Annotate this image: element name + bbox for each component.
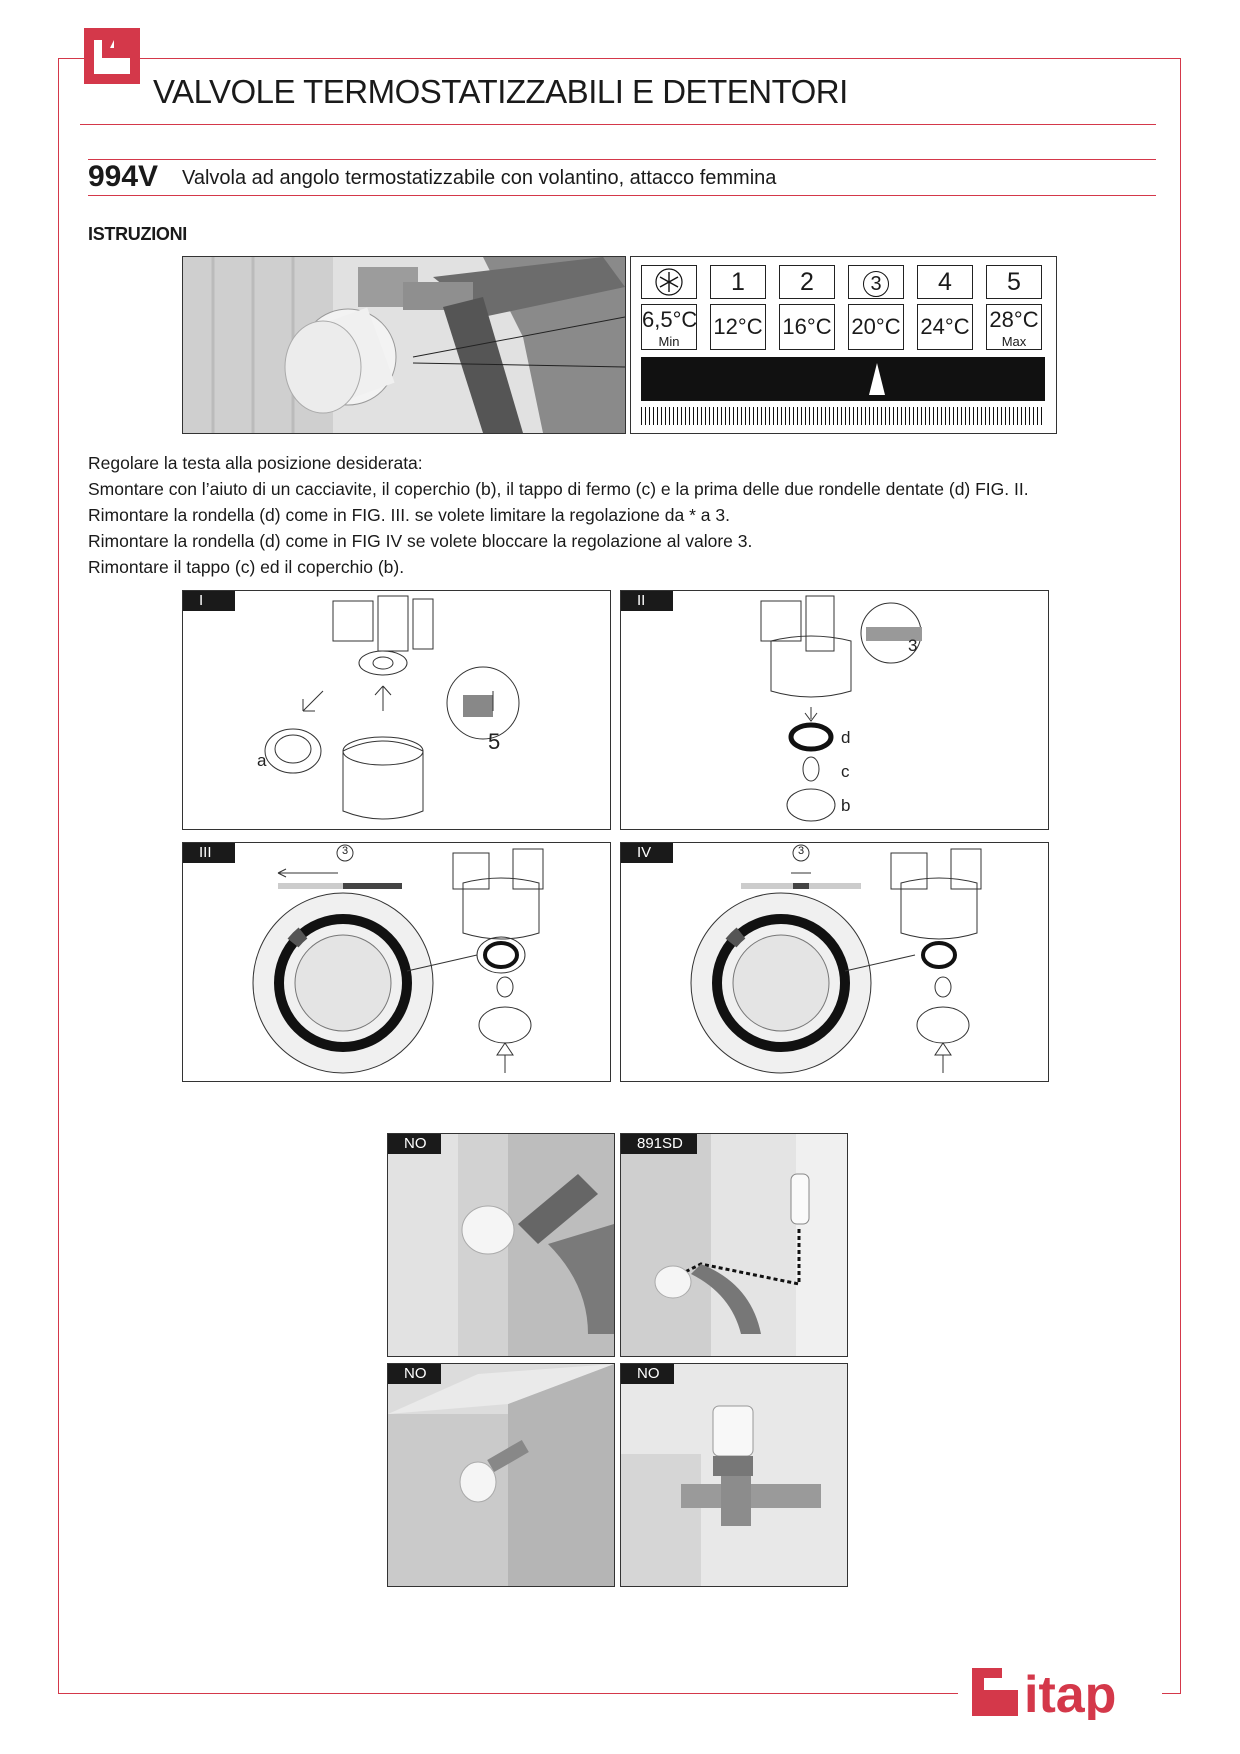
photo-no-1 bbox=[387, 1133, 615, 1357]
product-rule-top bbox=[88, 159, 1156, 160]
circled-setting-label: 3 bbox=[798, 845, 805, 857]
figure-tag: III bbox=[183, 843, 235, 863]
snowflake-icon bbox=[654, 267, 684, 297]
instruction-line: Smontare con l’aiuto di un cacciavite, il coperchio (b), il tappo di fermo (c) e la prima delle due rondelle dentate (d) FIG. II. bbox=[88, 479, 1029, 499]
itap-logo-text: itap bbox=[1024, 1666, 1117, 1720]
figure-4 bbox=[620, 842, 1049, 1082]
frame-right-line bbox=[1180, 58, 1181, 1694]
photo-tag: NO bbox=[388, 1364, 441, 1384]
figure-2-drawing bbox=[621, 591, 1048, 829]
dial-number-1: 1 bbox=[710, 265, 766, 299]
instruction-line: Rimontare la rondella (d) come in FIG. III. se volete limitare la regolazione da * a 3. bbox=[88, 505, 730, 525]
label-c: c bbox=[841, 762, 850, 781]
photo-tag: NO bbox=[388, 1134, 441, 1154]
dial-settings-panel bbox=[630, 256, 1057, 434]
instructions-text bbox=[88, 450, 1029, 580]
brand-logo-mark bbox=[84, 28, 140, 84]
figure-4-drawing bbox=[621, 843, 1048, 1081]
photo-891sd bbox=[620, 1133, 848, 1357]
dial-number-2: 2 bbox=[779, 265, 835, 299]
figure-number-label: 5 bbox=[488, 729, 501, 754]
product-description: Valvola ad angolo termostatizzabile con volantino, attacco femmina bbox=[182, 167, 777, 189]
dial-number-3 bbox=[848, 265, 904, 299]
frame-bottom-line bbox=[58, 1693, 958, 1694]
instruction-line: Regolare la testa alla posizione desiderata: bbox=[88, 453, 423, 473]
instruction-line: Rimontare la rondella (d) come in FIG IV se volete bloccare la regolazione al valore 3. bbox=[88, 531, 753, 551]
photo-no-3 bbox=[620, 1363, 848, 1587]
photo-drawing bbox=[388, 1134, 614, 1356]
figure-3-drawing bbox=[183, 843, 610, 1081]
product-rule-bottom bbox=[88, 195, 1156, 196]
frame-left-line bbox=[58, 58, 59, 1694]
itap-logo bbox=[968, 1664, 1160, 1725]
dial-temp-sub: Min bbox=[658, 334, 680, 349]
figure-tag: I bbox=[183, 591, 235, 611]
dial-temp-value: 6,5°C bbox=[642, 307, 698, 332]
title-rule bbox=[80, 124, 1156, 125]
dial-number-antifreeze bbox=[641, 265, 697, 299]
dial-temp-4: 24°C bbox=[917, 304, 973, 350]
figure-1-drawing bbox=[183, 591, 610, 829]
photo-drawing bbox=[621, 1364, 847, 1586]
photo-drawing bbox=[388, 1364, 614, 1586]
dial-temp-3: 20°C bbox=[848, 304, 904, 350]
page-title: VALVOLE TERMOSTATIZZABILI E DETENTORI bbox=[153, 73, 848, 110]
photo-drawing bbox=[621, 1134, 847, 1356]
valve-photo bbox=[182, 256, 626, 434]
figure-1 bbox=[182, 590, 611, 830]
label-a: a bbox=[257, 751, 267, 770]
photo-tag: 891SD bbox=[621, 1134, 697, 1154]
figure-number-label: 3 bbox=[908, 636, 918, 655]
dial-number-4: 4 bbox=[917, 265, 973, 299]
itap-logo-icon bbox=[968, 1664, 1160, 1720]
instruction-line: Rimontare il tappo (c) ed il coperchio (b). bbox=[88, 557, 405, 577]
figure-3 bbox=[182, 842, 611, 1082]
dial-ruler bbox=[641, 407, 1045, 425]
frame-bottom-line-right bbox=[1162, 1693, 1180, 1694]
dial-temp-1: 12°C bbox=[710, 304, 766, 350]
dial-temp-min bbox=[641, 304, 697, 350]
product-code: 994V bbox=[88, 160, 159, 193]
pointer-arrow-icon bbox=[641, 357, 1045, 401]
photo-tag: NO bbox=[621, 1364, 674, 1384]
dial-temp-2: 16°C bbox=[779, 304, 835, 350]
label-d: d bbox=[841, 728, 851, 747]
circled-setting-label: 3 bbox=[342, 845, 349, 857]
frame-top-line bbox=[58, 58, 84, 59]
dial-temp-value: 28°C bbox=[989, 307, 1039, 332]
frame-top-line-right bbox=[140, 58, 1180, 59]
dial-temp-max bbox=[986, 304, 1042, 350]
brand-logo-icon bbox=[84, 28, 140, 84]
dial-number-3-circle: 3 bbox=[863, 271, 889, 297]
section-label: ISTRUZIONI bbox=[88, 224, 187, 244]
photo-no-2 bbox=[387, 1363, 615, 1587]
figure-tag: II bbox=[621, 591, 673, 611]
figure-tag: IV bbox=[621, 843, 673, 863]
dial-temp-sub: Max bbox=[1001, 334, 1027, 349]
dial-number-5: 5 bbox=[986, 265, 1042, 299]
label-b: b bbox=[841, 796, 851, 815]
figure-2 bbox=[620, 590, 1049, 830]
dial-indicator-bar bbox=[641, 357, 1045, 401]
